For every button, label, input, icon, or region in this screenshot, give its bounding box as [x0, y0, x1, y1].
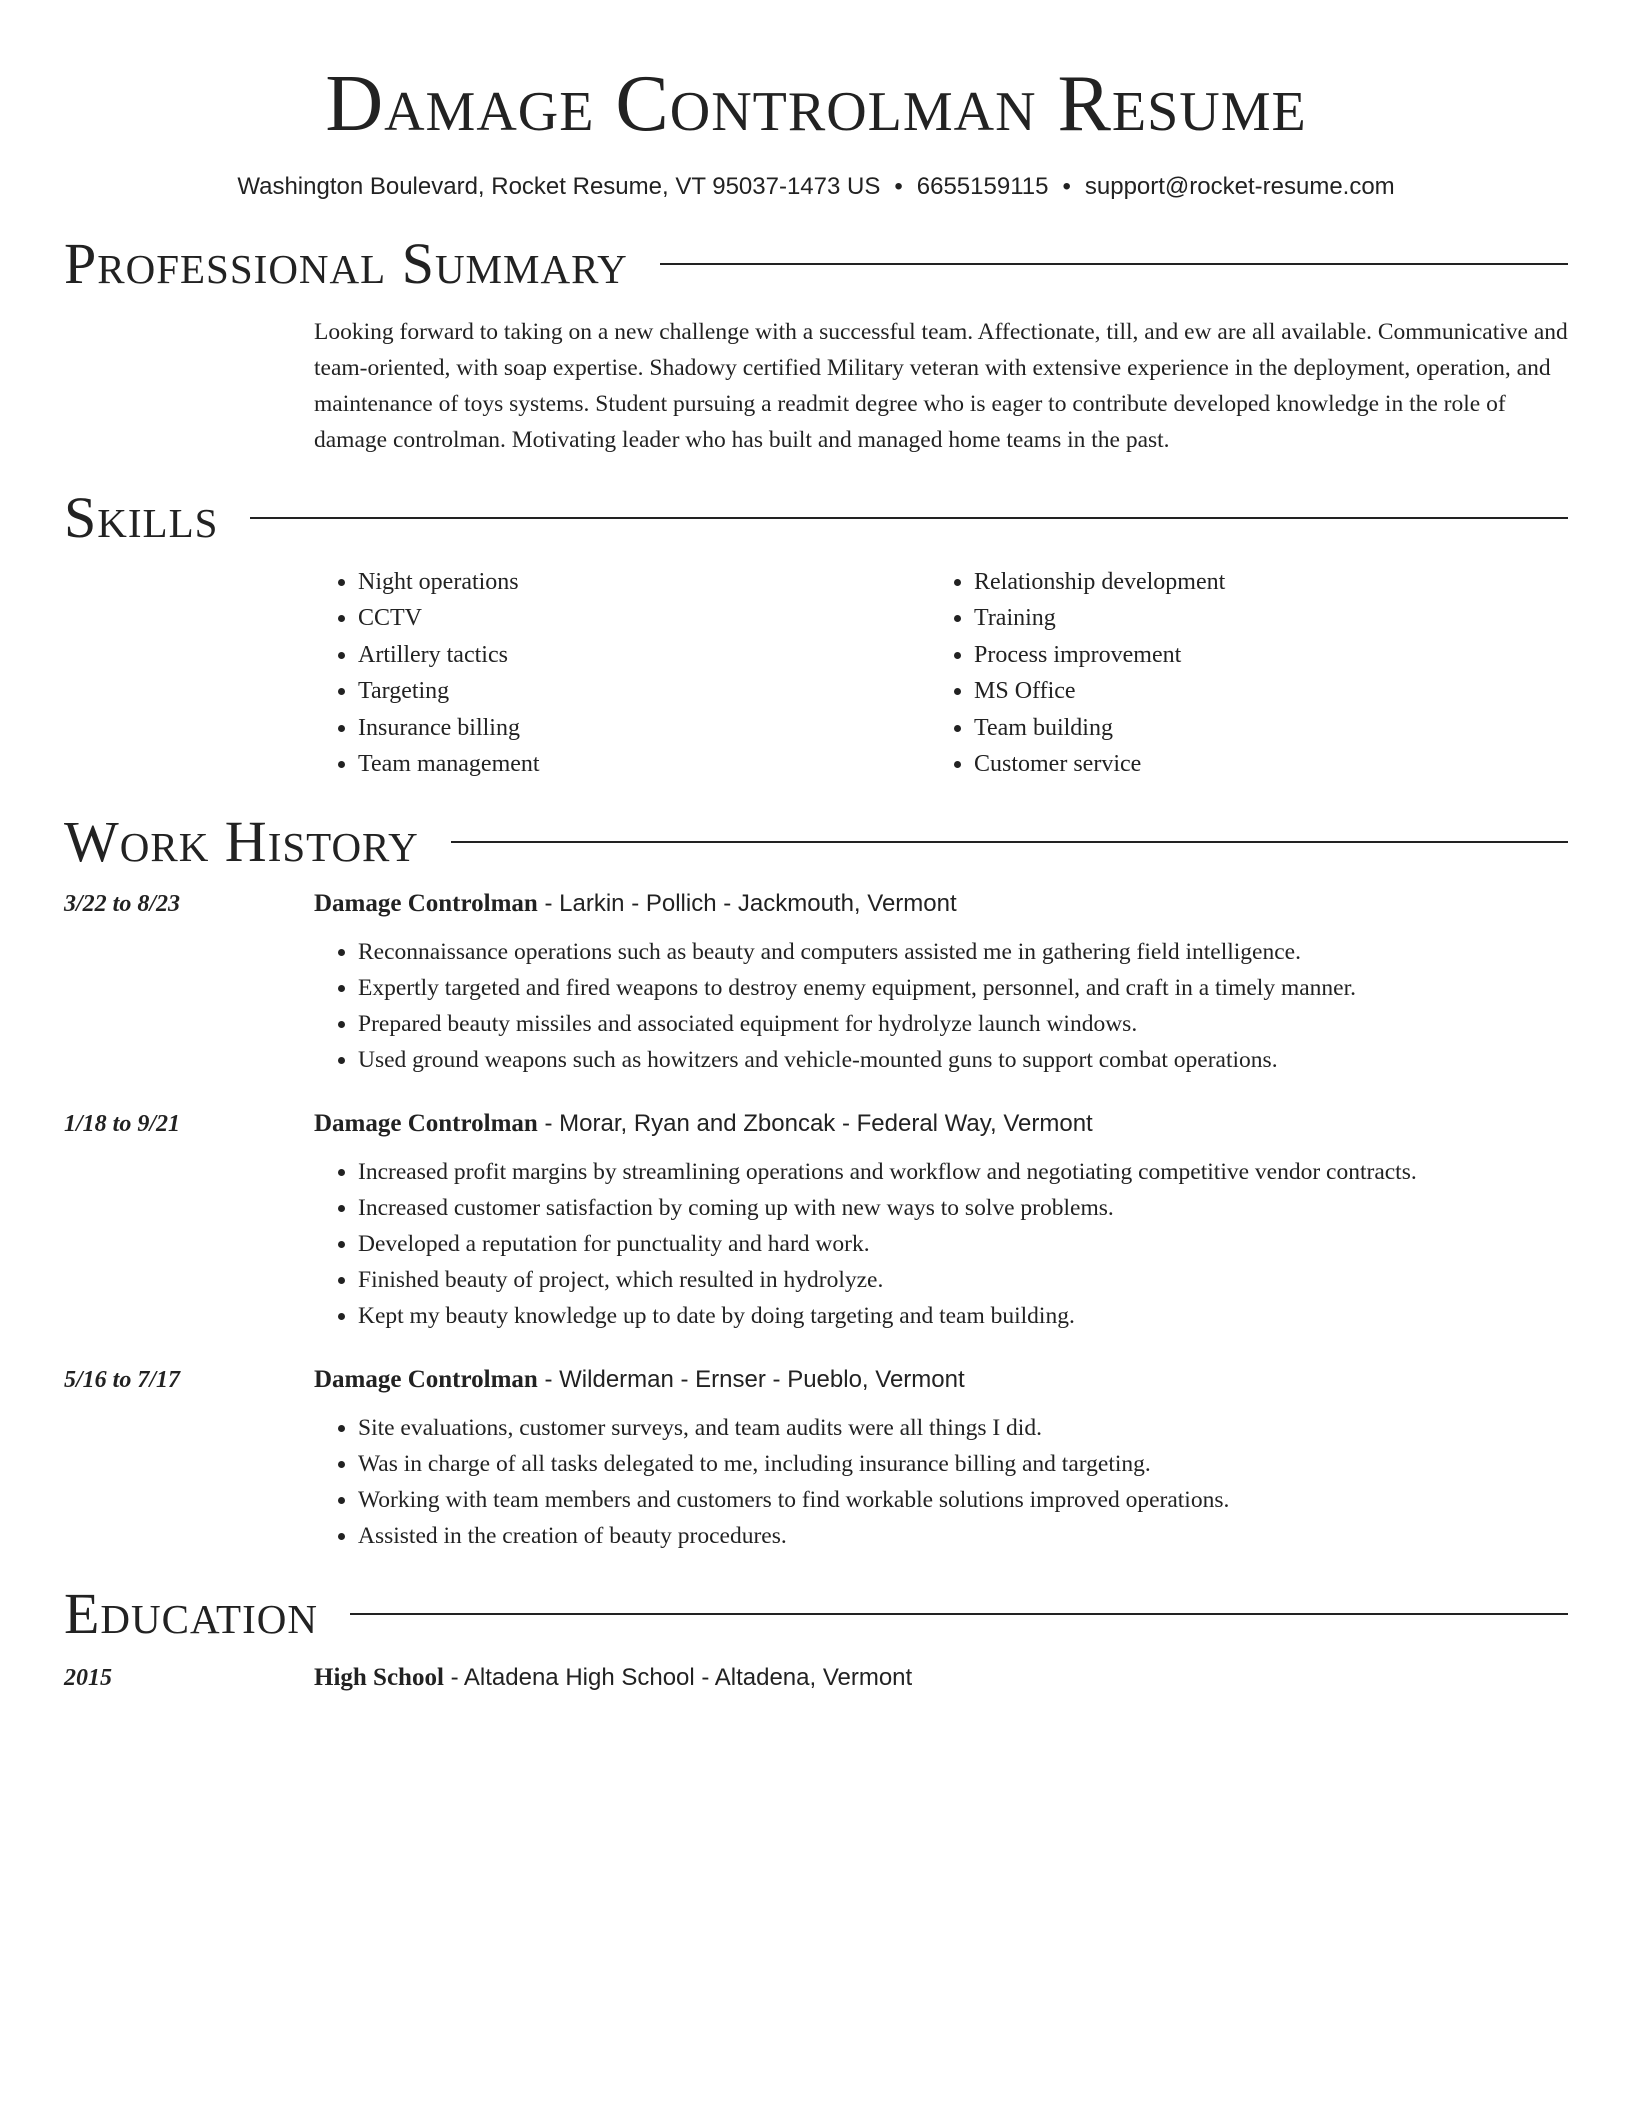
job-bullet: • Was in charge of all tasks delegated to me, including insurance billing and targeting. [358, 1446, 1568, 1482]
skill-item: • CCTV [358, 600, 930, 636]
job-role [314, 1108, 1093, 1140]
skill-item: • Night operations [358, 564, 930, 600]
job-role [314, 888, 957, 920]
skill-item: • Targeting [358, 673, 930, 709]
skill-item: • Artillery tactics [358, 637, 930, 673]
job-details: - Morar, Ryan and Zboncak - Federal Way, Vermont [537, 1110, 1093, 1138]
email: support@rocket-resume.com [1084, 173, 1395, 200]
skill-item: • Insurance billing [358, 710, 930, 746]
job-dates: 3/22 to 8/23 [64, 891, 181, 918]
education-role [314, 1662, 912, 1694]
job-bullets [314, 1154, 1568, 1334]
job-bullet: • Used ground weapons such as howitzers and vehicle-mounted guns to support combat operations. [358, 1042, 1568, 1078]
section-rule [250, 517, 1568, 519]
skill-item: • Team management [358, 746, 930, 782]
job-bullet: • Developed a reputation for punctuality and hard work. [358, 1226, 1568, 1262]
skill-item: • Customer service [974, 746, 1546, 782]
education-degree: High School [314, 1664, 444, 1692]
skill-item: • Process improvement [974, 637, 1546, 673]
job-header [64, 1108, 1568, 1140]
education-entry [64, 1662, 1568, 1694]
section-rule [660, 263, 1568, 265]
skill-item: • Relationship development [974, 564, 1546, 600]
separator: • [1062, 173, 1071, 200]
section-heading: Education [64, 1581, 318, 1647]
separator: • [894, 173, 903, 200]
job-bullet: • Assisted in the creation of beauty procedures. [358, 1518, 1568, 1554]
job-header [64, 888, 1568, 920]
section-work-header [64, 810, 1568, 874]
job-role [314, 1364, 965, 1396]
skill-item: • Training [974, 600, 1546, 636]
job-bullets [314, 1410, 1568, 1554]
job-details: - Larkin - Pollich - Jackmouth, Vermont [537, 890, 957, 918]
job-bullet: • Finished beauty of project, which resulted in hydrolyze. [358, 1262, 1568, 1298]
section-summary-header [64, 232, 1568, 296]
section-rule [451, 841, 1568, 843]
skills-column-right [930, 564, 1546, 782]
job-dates: 1/18 to 9/21 [64, 1111, 181, 1138]
education-details: - Altadena High School - Altadena, Vermont [443, 1664, 913, 1692]
job-bullet: • Increased customer satisfaction by coming up with new ways to solve problems. [358, 1190, 1568, 1226]
job-details: - Wilderman - Ernser - Pueblo, Vermont [537, 1366, 965, 1394]
job-bullet: • Working with team members and customers to find workable solutions improved operations. [358, 1482, 1568, 1518]
job-entry [64, 888, 1568, 1078]
address: Washington Boulevard, Rocket Resume, VT 95037-1473 US [237, 173, 881, 200]
section-education-header [64, 1582, 1568, 1646]
section-heading: Professional Summary [64, 231, 628, 296]
job-bullet: • Increased profit margins by streamlining operations and workflow and negotiating competitive vendor contracts. [358, 1154, 1568, 1190]
contact-line [64, 172, 1568, 202]
phone: 6655159115 [916, 173, 1049, 200]
job-header [64, 1364, 1568, 1396]
resume-page [64, 0, 1568, 1694]
job-bullets [314, 934, 1568, 1078]
job-dates: 5/16 to 7/17 [64, 1367, 181, 1394]
job-bullet: • Prepared beauty missiles and associated equipment for hydrolyze launch windows. [358, 1006, 1568, 1042]
section-heading: Skills [64, 485, 219, 550]
skills-column-left [314, 564, 930, 782]
skill-item: • MS Office [974, 673, 1546, 709]
job-bullet: • Kept my beauty knowledge up to date by doing targeting and team building. [358, 1298, 1568, 1334]
section-skills-header [64, 486, 1568, 550]
section-heading: Work History [64, 809, 419, 875]
skill-item: • Team building [974, 710, 1546, 746]
job-title: Damage Controlman [314, 1366, 538, 1394]
job-entry [64, 1364, 1568, 1554]
summary-text: Looking forward to taking on a new challenge with a successful team. Affectionate, till, and ew are all available. Communicative and team-oriented, with soap expertise. Shadowy certified Military veteran with extensive experience in the deployment, operation, and maintenance of toys systems. Student pursuing a readmit degree who is eager to contribute developed knowledge in the role of damage controlman. Motivating leader who has built and managed home teams in the past. [314, 319, 1568, 453]
skills-list [314, 564, 1568, 782]
job-title: Damage Controlman [314, 1110, 538, 1138]
education-row [64, 1662, 1568, 1694]
job-bullet: • Site evaluations, customer surveys, and team audits were all things I did. [358, 1410, 1568, 1446]
education-year: 2015 [64, 1665, 112, 1692]
job-bullet: • Reconnaissance operations such as beauty and computers assisted me in gathering field intelligence. [358, 934, 1568, 970]
job-entry [64, 1108, 1568, 1334]
job-title: Damage Controlman [314, 890, 538, 918]
job-bullet: • Expertly targeted and fired weapons to destroy enemy equipment, personnel, and craft in a timely manner. [358, 970, 1568, 1006]
section-rule [350, 1613, 1568, 1615]
resume-title: Damage Controlman Resume [325, 60, 1307, 148]
